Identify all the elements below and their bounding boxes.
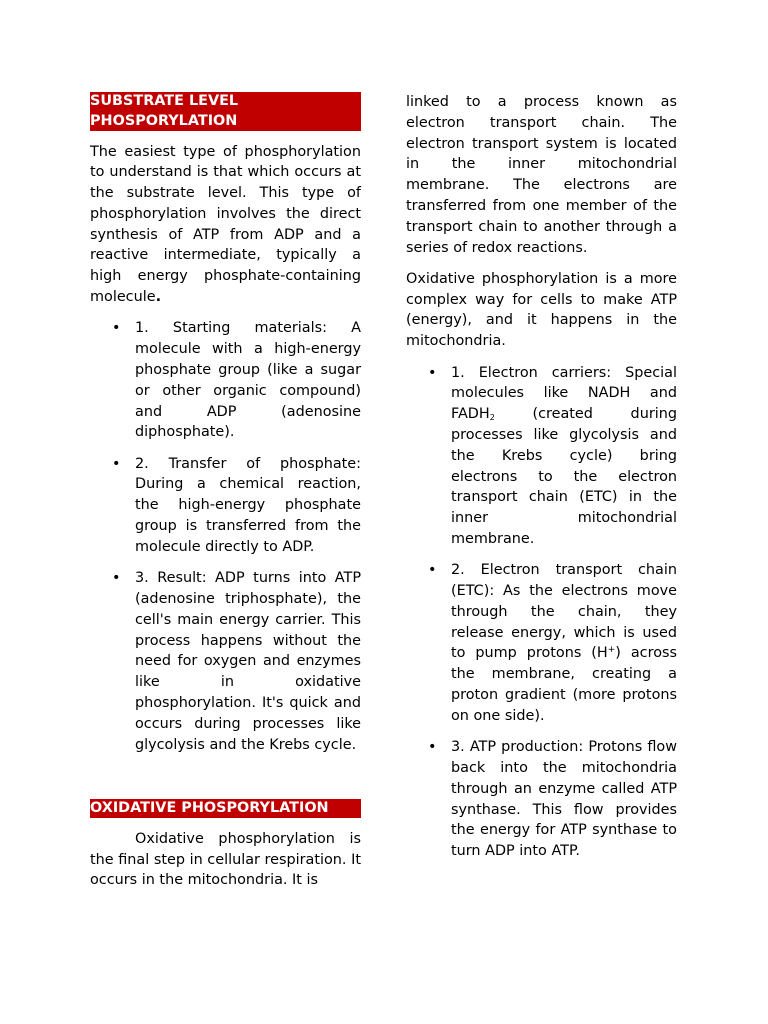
substrate-step-3: 3. Result: ADP turns into ATP (adenosine triphosphate), the cell's main energy carrier. This process happens without the need for oxygen and enzymes like in oxidative phosphorylation. It's quick and occurs during processes like glycolysis and the Krebs cycle. — [135, 570, 361, 753]
list-item — [406, 737, 677, 862]
section-spacer — [90, 766, 361, 799]
oxidative-steps-list — [406, 363, 677, 862]
substrate-step-2: 2. Transfer of phosphate: During a chemical reaction, the high-energy phosphate group is transferred from the molecule directly to ADP. — [135, 455, 361, 555]
bullet-icon: • — [112, 570, 121, 587]
bullet-icon: • — [112, 455, 121, 472]
oxidative-step-2-text-a: 2. Electron transport chain (ETC): As the electrons move through the chain, they release energy, which is used to pump protons (H — [451, 562, 677, 662]
oxidative-step-3: 3. ATP production: Protons flow back into the mitochondria through an enzyme called ATP synthase. This flow provides the energy for ATP synthase to turn ADP into ATP. — [451, 739, 677, 860]
substrate-level-heading: SUBSTRATE LEVEL PHOSPORYLATION — [90, 92, 361, 131]
bullet-icon: • — [112, 320, 121, 337]
list-item — [90, 568, 361, 755]
oxidative-intro-paragraph: Oxidative phosphorylation is the final step in cellular respiration. It occurs in the mitochondria. It is — [90, 830, 361, 889]
fadh2-subscript: 2 — [489, 413, 495, 423]
list-item — [406, 560, 677, 726]
right-column — [406, 92, 677, 872]
substrate-intro-paragraph — [90, 142, 361, 308]
oxidative-step-2-text-b: ) across the membrane, creating a proton gradient (more protons on one side). — [451, 645, 677, 724]
substrate-intro-text: The easiest type of phosphorylation to understand is that which occurs at the substrate level. This type of phosphorylation involves the direct synthesis of ATP from ADP and a reactive intermediate, typically a high energy phosphate-containing molecule — [90, 143, 361, 306]
substrate-step-1: 1. Starting materials: A molecule with a high-energy phosphate group (like a sugar or other organic compound) and ADP (adenosine diphosphate). — [135, 320, 361, 441]
list-item — [90, 454, 361, 558]
oxidative-step-1-text-b: (created during processes like glycolysis and the Krebs cycle) bring electrons to the electron transport chain (ETC) in the inner mitochondrial membrane. — [451, 406, 677, 547]
etc-continuation-paragraph: linked to a process known as electron transport chain. The electron transport system is located in the inner mitochondrial membrane. The electrons are transferred from one member of the transport chain to another through a series of redox reactions. — [406, 94, 677, 256]
oxidative-summary-paragraph: Oxidative phosphorylation is a more complex way for cells to make ATP (energy), and it happens in the mitochondria. — [406, 270, 677, 350]
oxidative-heading: OXIDATIVE PHOSPORYLATION — [90, 799, 361, 819]
left-column — [90, 92, 361, 902]
substrate-intro-period: . — [155, 289, 162, 306]
bullet-icon: • — [428, 364, 437, 381]
substrate-steps-list — [90, 318, 361, 755]
oxidative-step-1-text-a: 1. Electron carriers: Special molecules like NADH and FADH — [451, 364, 677, 423]
list-item — [90, 318, 361, 443]
list-item — [406, 363, 677, 550]
bullet-icon: • — [428, 562, 437, 579]
proton-superscript: + — [607, 645, 616, 656]
bullet-icon: • — [428, 739, 437, 756]
